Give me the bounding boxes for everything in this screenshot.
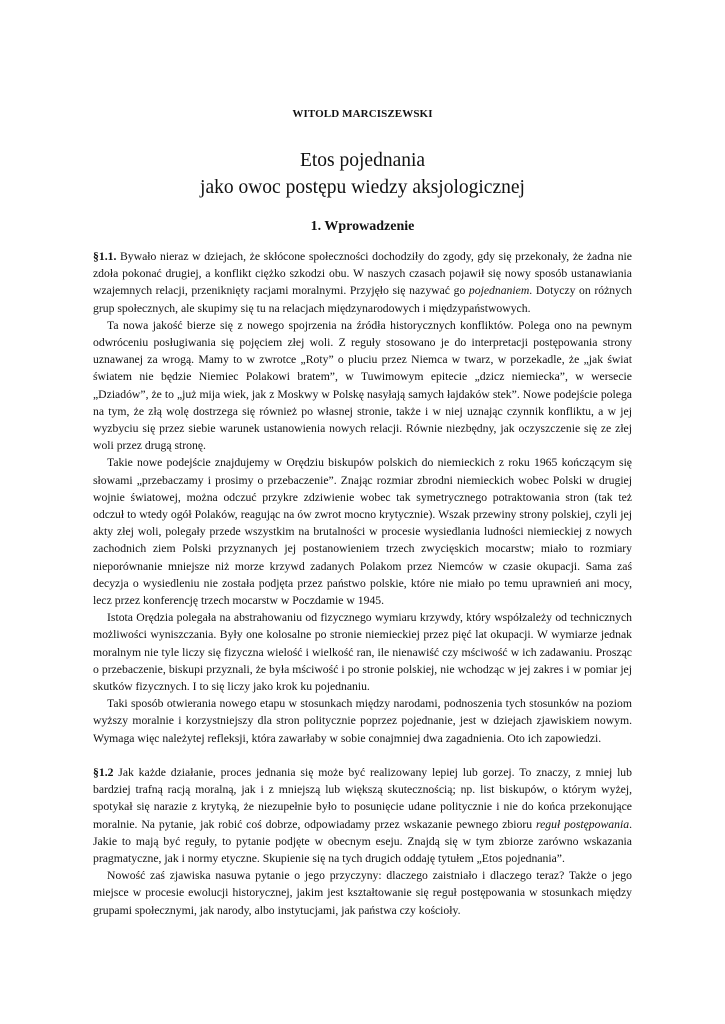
- paragraph-1-2: [93, 764, 632, 867]
- paragraph-5: Taki sposób otwierania nowego etapu w stosunkach między narodami, podnoszenia tych stosunków na poziom wyższy moralnie i korzystniejszy dla stron politycznie poprzez pojednanie, jest w dziejach zjawiskiem nowym. Wymaga więc należytej refleksji, która zawarłaby w sobie conajmniej dwa zagadnienia. Oto ich zapowiedzi.: [93, 697, 632, 745]
- section-heading: 1. Wprowadzenie: [310, 219, 415, 234]
- paragraph-2: Ta nowa jakość bierze się z nowego spojrzenia na źródła historycznych konfliktów. Polega ono na pewnym odwróceniu posługiwania się pojęciem złej woli. Z reguły stosowano je do interpretacji postępowania strony uznawanej za wrogą. Mamy to w zwrotce „Roty” o pluciu przez Niemca w twarz, w porzekadle, że „jak świat światem nie będzie Niemiec Polakowi bratem”, w Tuwimowym epitecie „dzicz niemiecka”, w wersecie „Dziadów”, że to „już mija wiek, jak z Moskwy w Polskę nasyłają samych łajdaków stek”. Nowe podejście polega na tym, że złą wolę dostrzega się również po własnej stronie, także i w niej uznając czynnik konfliktu, a w jej wyzbyciu się przez siebie warunek ustanowienia nowych relacji. Równie niezbędny, jak oczyszczenie się ze złej woli przez drugą stronę.: [93, 318, 632, 453]
- emphasis-text: reguł postępowania: [536, 817, 630, 831]
- emphasis-text: pojednaniem: [468, 284, 530, 298]
- paragraph-text: . Dotyczy on różnych grup społecznych, ale skupimy się tu na relacjach międzynarodowych i międzypaństwowych.: [93, 284, 632, 315]
- title-line-1: Etos pojednania: [299, 150, 426, 171]
- paragraph-text: . Jakie to mają być reguły, to pytanie podjęte w obecnym eseju. Znajdą się w tym zbiorze zarówno wskazania pragmatyczne, jak i normy etyczne. Skupienie się na tych drugich oddaję tytułem „Etos pojednania”.: [93, 817, 632, 865]
- article-title: [93, 147, 632, 201]
- title-line-2: jako owoc postępu wiedzy aksjologicznej: [200, 177, 525, 198]
- paragraph-1-1: [93, 248, 632, 317]
- author-name: WITOLD MARCISZEWSKI: [292, 108, 433, 120]
- section-label-1-2: §1.2: [93, 765, 114, 779]
- paragraph-4: Istota Orędzia polegała na abstrahowaniu od fizycznego wymiaru krzywdy, który współzależy od technicznych możliwości wyniszczania. Były one kolosalne po stronie niemieckiej przez pięć lat okupacji. W wymiarze jednak moralnym nie tyle liczy się fizyczna wielość i wielkość ran, ile nienawiść czy mściwość w ich zadawaniu. Prosząc o przebaczenie, biskupi przyznali, że była mściwość i po stronie polskiej, nie wchodząc w jej zakres i w pomiar jej skutków fizycznych. I to się liczy jako krok ku pojednaniu.: [93, 611, 632, 694]
- paragraph-7: Nowość zaś zjawiska nasuwa pytanie o jego przyczyny: dlaczego zaistniało i dlaczego teraz? Także o jego miejsce w procesie ewolucji historycznej, jakim jest kształtowanie się reguł postępowania w stosunkach między grupami społecznymi, jak narody, albo instytucjami, jak państwa czy kościoły.: [93, 869, 632, 917]
- section-label-1-1: §1.1.: [93, 250, 117, 263]
- paragraph-text: Jak każde działanie, proces jednania się może być realizowany lepiej lub gorzej. To znaczy, z mniej lub bardziej trafną racją moralną, jak i z mniejszą lub większą skutecznością; np. list biskupów, o którym wyżej, spotykał się narazie z krytyką, że niezupełnie było to posunięcie udane politycznie i nie do końca przekonujące moralnie. Na pytanie, jak robić coś dobrze, odpowiadamy przez wskazanie pewnego zbioru: [93, 765, 632, 831]
- paragraph-3: Takie nowe podejście znajdujemy w Orędziu biskupów polskich do niemieckich z roku 1965 kończącym się słowami „przebaczamy i prosimy o przebaczenie”. Znając rozmiar zbrodni niemieckich wobec Polski w drugiej wojnie światowej, można odczuć przykre zdziwienie wobec tak symetrycznego potraktowania stron (tak też odczuł to wtedy ogół Polaków, reagując na ów zwrot mocno krytycznie). Wszak przewiny strony polskiej, czyli jej akty złej woli, polegały przede wszystkim na brutalności w procesie wysiedlania ludności niemieckiej z nowych zachodnich ziem Polski przyznanych jej postanowieniem trzech zwycięskich mocarstw; miało to rozmiary nieporównanie mniejsze niż morze krzywd zadanych Polakom przez Niemców w czasie okupacji. Sama zaś decyzja o wysiedleniu nie została podjęta przez państwo polskie, które nie miało po temu uprawnień ani mocy, lecz przez konferencję trzech mocarstw w Poczdamie w 1945.: [93, 456, 632, 608]
- paragraph-text: Bywało nieraz w dziejach, że skłócone społeczności dochodziły do zgody, gdy się przekonały, że żadna nie zdoła pokonać drugiej, a konflikt ciężko szkodzi obu. W naszych czasach pojawił się nowy sposób ustanawiania wzajemnych relacji, przeniknięty racjami moralnymi. Przyjęło się nazywać go: [93, 250, 632, 298]
